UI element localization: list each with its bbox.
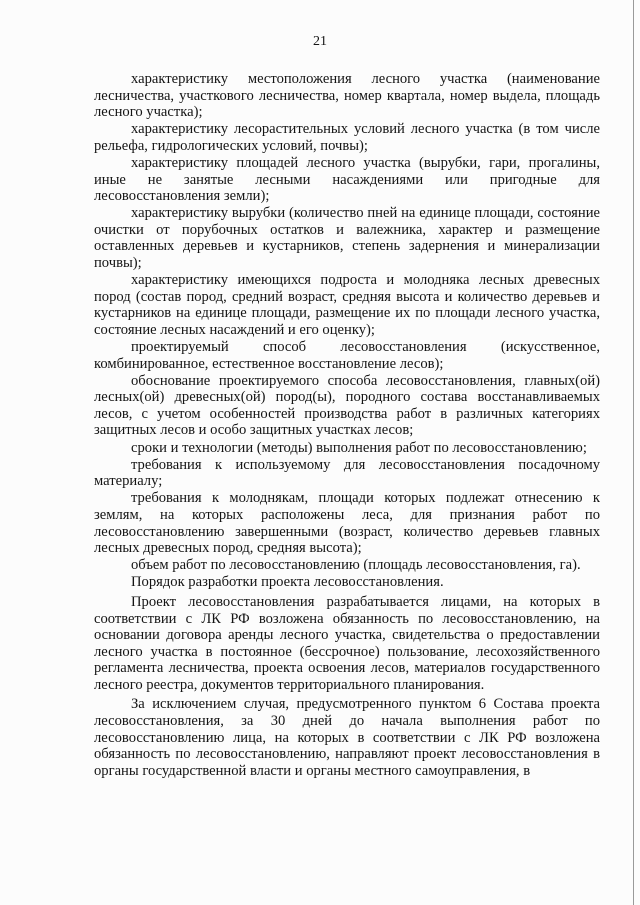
paragraph-young-stand-requirements: требования к молоднякам, площади которых подлежат отнесению к землям, на которых расположены леса, для признания работ по лесовосстановлению завершенными (возраст, количество деревьев главных лесных древесных пород, средняя высота); xyxy=(94,490,600,557)
paragraph-undergrowth-characteristics: характеристику имеющихся подроста и молодняка лесных древесных пород (состав пород, средний возраст, средняя высота и количество деревьев и кустарников на единице площади, размещение их по площади лесного участка, состояние лесных насаждений и его оценку); xyxy=(94,272,600,338)
page-edge-line xyxy=(633,0,635,905)
paragraph-work-volume: объем работ по лесовосстановлению (площадь лесовосстановления, га). xyxy=(131,557,581,574)
page-number: 21 xyxy=(313,34,327,49)
paragraph-clearing-characteristics: характеристику вырубки (количество пней на единице площади, состояние очистки от порубочных остатков и валежника, характер и размещение оставленных деревьев и кустарников, степень задернения и минерализации почвы); xyxy=(94,205,600,272)
paragraph-restoration-method: проектируемый способ лесовосстановления (искусственное, комбинированное, естественное восстановление лесов); xyxy=(94,339,600,372)
paragraph-submission: За исключением случая, предусмотренного пунктом 6 Состава проекта лесовосстановления, за 30 дней до начала выполнения работ по лесовосстановлению лица, на которых в соответствии с ЛК РФ возложена обязанность по лесовосстановлению, направляют проект лесовосстановления в органы государственной власти и органы местного самоуправления, в xyxy=(94,696,600,779)
paragraph-area-characteristics: характеристику площадей лесного участка (вырубки, гари, прогалины, иные не занятые лесными насаждениями или пригодные для лесовосстановления земли); xyxy=(94,154,600,205)
document-body xyxy=(94,71,600,780)
paragraph-location-characteristics: характеристику местоположения лесного участка (наименование лесничества, участкового лесничества, номер квартала, номер выдела, площадь лесного участка); xyxy=(94,71,600,121)
paragraph-growing-conditions: характеристику лесорастительных условий лесного участка (в том числе рельефа, гидрологических условий, почвы); xyxy=(94,121,600,154)
paragraph-timing-technology: сроки и технологии (методы) выполнения работ по лесовосстановлению; xyxy=(131,439,587,456)
paragraph-development-procedure-heading: Порядок разработки проекта лесовосстановления. xyxy=(131,574,444,591)
paragraph-development-procedure: Проект лесовосстановления разрабатывается лицами, на которых в соответствии с ЛК РФ возложена обязанность по лесовосстановлению, на основании договора аренды лесного участка, свидетельства о предоставлении лесного участка в постоянное (бессрочное) пользование, лесохозяйственного регламента лесничества, проекта освоения лесов, материалов государственного лесного реестра, документов территориального планирования. xyxy=(94,593,600,693)
paragraph-method-justification: обоснование проектируемого способа лесовосстановления, главных(ой) лесных(ой) древесных(ой) пород(ы), породного состава восстанавливаемых лесов, с учетом особенностей производства работ в различных категориях защитных лесов и особо защитных участках лесов; xyxy=(94,372,600,439)
paragraph-planting-material: требования к используемому для лесовосстановления посадочному материалу; xyxy=(94,456,600,490)
